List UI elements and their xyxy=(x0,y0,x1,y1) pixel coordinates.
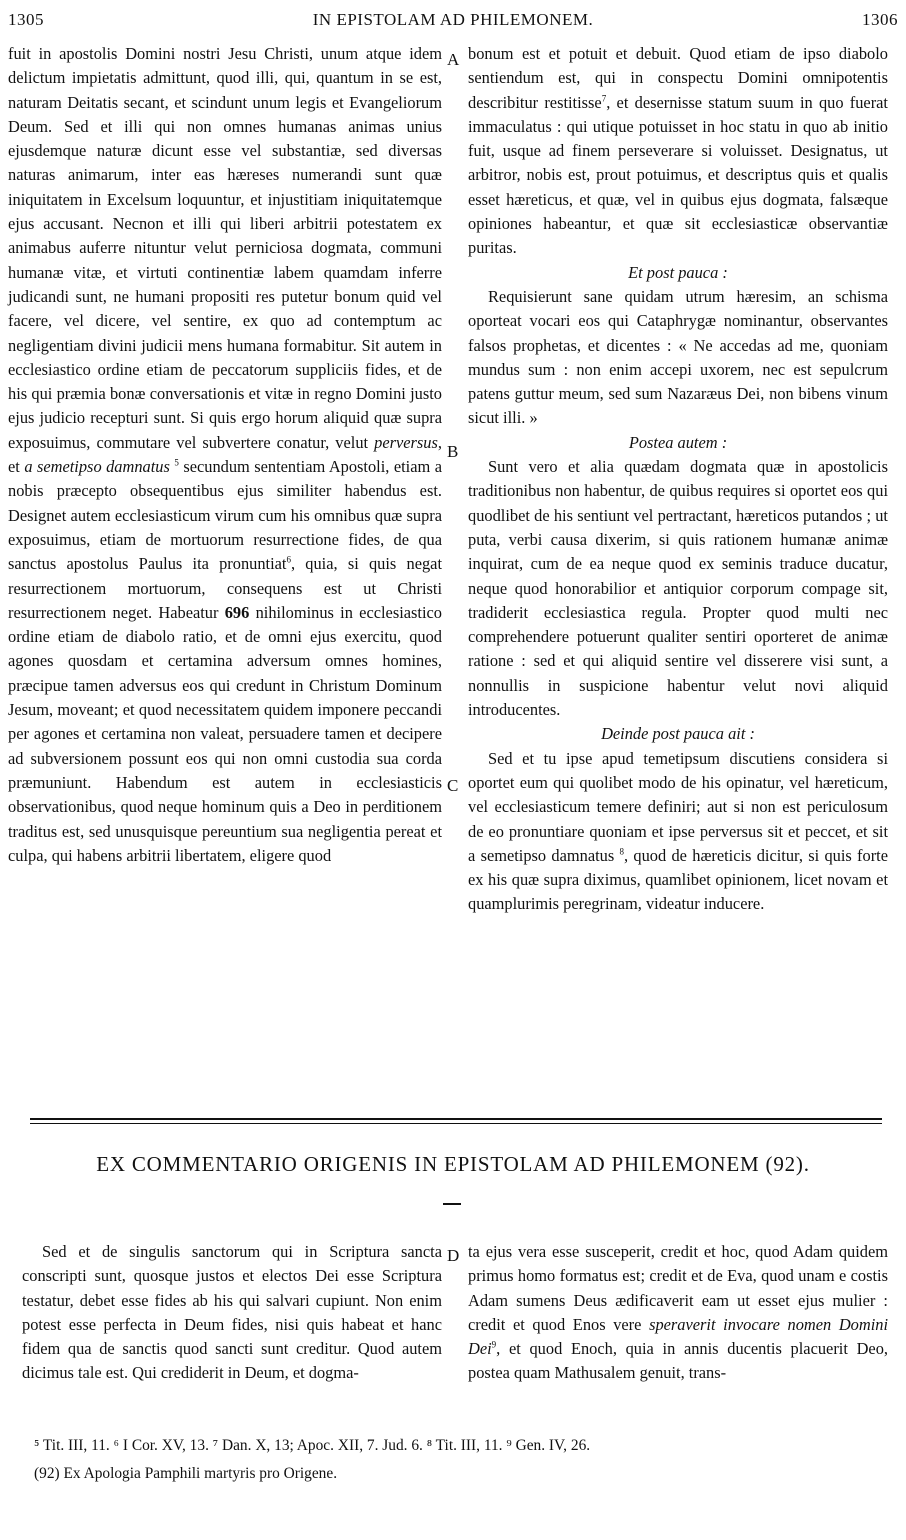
paragraph: Sed et de singulis sanctorum qui in Scriptura sancta conscripti sunt, quosque justos et electos Dei esse Scriptura testatur, debet esse fides ab his qui salvari cupiunt. Non enim potest esse perfecta in Deum fides, nisi quis habeat et hanc fidem qua de sanctis quod sancti sunt creditur. Quod autem dicimus tale est. Qui crediderit in Deum, et dogma- xyxy=(22,1242,442,1383)
margin-letter-b: B xyxy=(447,442,459,461)
margin-letter-d: D xyxy=(447,1246,460,1265)
subheading: Postea autem : xyxy=(628,432,728,452)
italic-phrase: a semetipso damnatus xyxy=(24,457,170,477)
bottom-left-column xyxy=(22,1240,442,1410)
top-right-column xyxy=(468,42,888,1082)
paragraph: Requisierunt sane quidam utrum hæresim, an schisma oporteat vocari eos qui Cataphrygæ nominantur, observantes falsos prophetas, et dicentes : « Ne accedas ad me, quoniam mundus sum : non enim accepi uxorem, nec est sepulcrum patens guttur meum, sed sum Nazaræus Dei, non bibens vinum sicut illi. » xyxy=(468,286,888,428)
margin-letter-c: C xyxy=(447,776,459,795)
footnote-ref: 6 xyxy=(286,554,291,565)
footnote-ref: 8 xyxy=(619,846,625,857)
footnote-ref: 5 xyxy=(174,457,179,468)
footnotes: ⁵ Tit. III, 11. ⁶ I Cor. XV, 13. ⁷ Dan. X, 13; Apoc. XII, 7. Jud. 6. ⁸ Tit. III, 11. ⁹ Gen. IV, 26. xyxy=(34,1437,591,1454)
italic-phrase: perversus xyxy=(374,432,438,452)
page-header xyxy=(8,10,898,36)
top-left-column xyxy=(8,42,442,1104)
italic-phrase: speraverit invocare nomen Domini Dei xyxy=(468,1314,889,1359)
paragraph: bonum est et potuit et debuit. Quod etiam de ipso diabolo sentiendum est, qui in conspectu Domini omnipotentis describitur restitisse$^7$, et desernisse statum suum in quo fuerat immaculatus : qui utique potuisset in hoc statu in quo ab initio fuit, usque ad finem perseverare si voluisset. Designatus, ut arbitror, nobis est, prout potuimus, et descriptus quis et qualis esset hæreticus, et quæ, vel in quibus ejus dogmata, falsæque opiniones habeantur, et quæ sit ecclesiasticæ observantiæ puritas. xyxy=(468,44,888,258)
paragraph: fuit in apostolis Domini nostri Jesu Christi, unum atque idem delictum impietatis admittunt, quod illi, qui, quantum in se est, naturam Deitatis secant, et scindunt unum legis et Evangeliorum Deum. Sed et illi qui non omnes humanas animas unius ejusdemque naturæ dicunt esse vel substantiæ, sed diversas naturas animarum, inter eas hæreses numerandi sunt quæ iniquitatem in Excelsum loquuntur, et injustitiam iniquitatemque ejus accusant. Necnon et illi qui liberi arbitrii potestatem ex animabus auferre nituntur velut perniciosa dogmata, communi humanæ vitæ, et virtuti continentiæ labem quamdam inferre judicandi sunt, ne humani propositi res putetur bonum quid vel facere, vel dicere, vel sentire, ex quo ad contemptum ac negligentiam divini judicii mens humana formabitur. Sit autem in ecclesiastico ordine etiam de peccatorum suppliciis fides, et de his qui præmia bonæ conversationis et vitæ in regno Domini justo ejus judicio recepturi sunt. Si quis ergo horum aliquid quæ supra exposuimus, commutare vel subvertere conatur, velut perversus, et a semetipso damnatus $^5$ secundum sententiam Apostoli, etiam a nobis præcepto obsequentibus ejus similiter habendus est. Designet autem ecclesiasticum virum cum his omnibus quæ supra exposuimus, etiam de mortuorum resurrectione fides, de qua sanctus apostolus Paulus ita pronuntiat$^6$, quia, si quis negat resurrectionem mortuorum, consequens est ut Christi resurrectionem neget. Habeatur 696 nihilominus in ecclesiastico ordine etiam de diabolo ratio, et de omni ejus exercitu, quod agones quosdam et certamina adversum omnes homines, præcipue tamen adversus eos qui credunt in Christum Dominum Jesum, moveant; et quod necessitatem quidem imponere peccandi per agones et certamina non valeat, persuadere tamen et decipere ad subversionem possunt eos qui non omni custodia sua corda præmuniunt. Habendum est autem in ecclesiasticis observationibus, quod neque hominum quis a Deo in perditionem traditus est, sed unusquisque pereuntium sua negligentia pereat et culpa, qui habens arbitrii libertatem, eligere quod xyxy=(8,44,443,865)
title-dash xyxy=(443,1203,461,1205)
section-divider xyxy=(30,1118,882,1120)
page-number-left: 1305 xyxy=(8,10,44,29)
paragraph: ta ejus vera esse susceperit, credit et hoc, quod Adam quidem primus homo formatus est; credit et de Eva, quod unam e costis Adam sumens Deus ædificaverit eam ut esset ejus mulier : credit et quod Enos vere speraverit invocare nomen Domini Dei$^9$, et quod Enoch, quia in annis ducentis placuerit Deo, postea quam Mathusalem genuit, trans- xyxy=(468,1242,889,1383)
paragraph: Sed et tu ipse apud temetipsum discutiens considera si oportet eum qui quolibet modo de his opinatur, vel hæreticum, vel ecclesiasticum temere definiri; aut si non est periculosum de eo pronuntiare quoniam et ipse perversus sit et peccet, et sit a semetipso damnatus $^8$, quod de hæreticis dicitur, si quis forte ex his quæ supra diximus, quamlibet opinionem, licet novam et quamplurimis peregrinam, videatur inducere. xyxy=(468,748,888,914)
footnote-ref: 7 xyxy=(601,93,607,104)
bottom-right-column xyxy=(468,1240,888,1410)
source-note: (92) Ex Apologia Pamphili martyris pro Origene. xyxy=(34,1465,338,1482)
subheading: Et post pauca : xyxy=(628,262,728,282)
column-marker: 696 xyxy=(224,602,250,622)
paragraph: Sunt vero et alia quædam dogmata quæ in apostolicis traditionibus non habentur, de quibus requires si oportet eos qui quodlibet de his sentiunt vel pertractant, hæreticos putandos ; ut puta, verbi causa dixerim, si quis rationem humanæ animæ inquirat, cum de ea neque quod ex seminis traduce ducatur, neque quod honorabilior et antiquior corporum compage sit, tradiderit ecclesiastica regula. Propter quod multi nec comprehendere potuerunt qualiter sentiri oporteret de animæ ratione : sed et qui aliquid sentire vel disserere visi sunt, a nonnullis in suspicione habentur velut novi aliquid introducentes. xyxy=(468,457,888,720)
section-divider xyxy=(30,1123,882,1124)
running-title: IN EPISTOLAM AD PHILEMONEM. xyxy=(312,10,594,29)
margin-letter-a: A xyxy=(447,50,460,69)
section-title: EX COMMENTARIO ORIGENIS IN EPISTOLAM AD PHILEMONEM (92). xyxy=(96,1152,810,1176)
footnote-ref: 9 xyxy=(491,1339,497,1350)
page-number-right: 1306 xyxy=(862,10,898,29)
subheading: Deinde post pauca ait : xyxy=(601,724,755,744)
